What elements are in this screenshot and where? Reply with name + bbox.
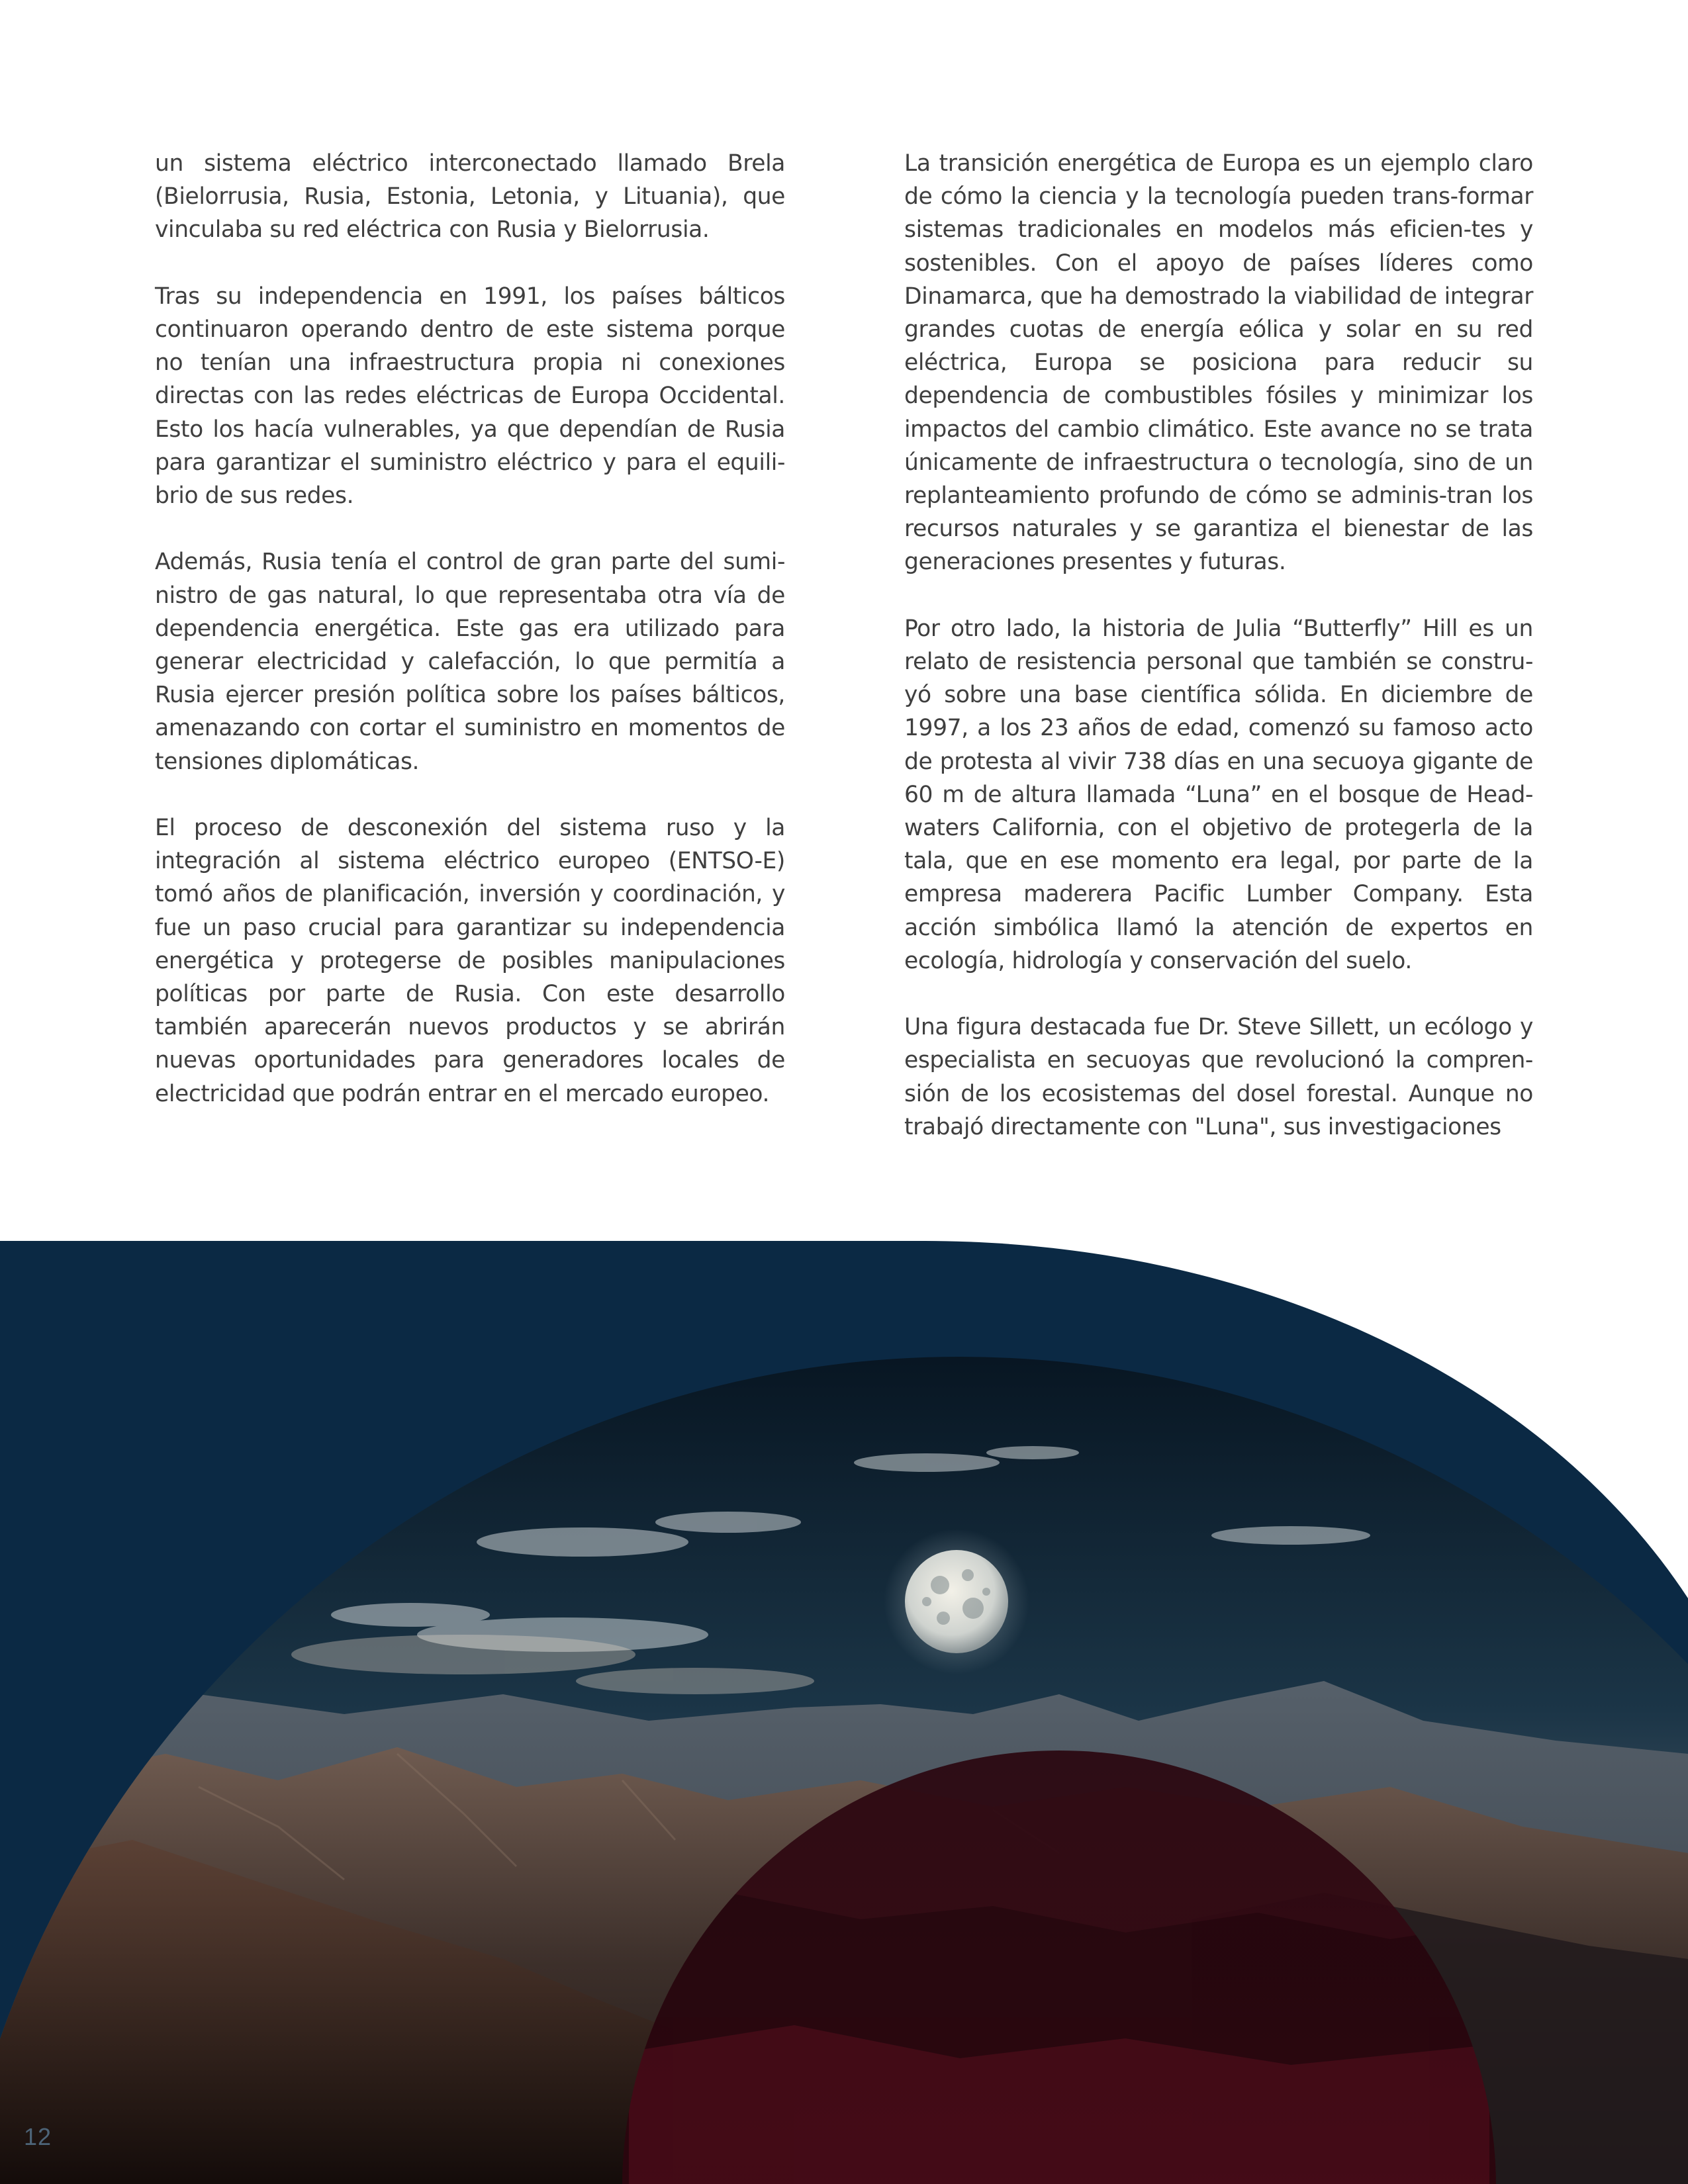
page-number: 12 xyxy=(24,2123,52,2150)
moon-icon xyxy=(905,1550,1008,1653)
paragraph: un sistema eléctrico interconectado llamado Brela (Bielorrusia, Rusia, Estonia, Letonia, y Lituania), que vinculaba su red eléctrica con Rusia y Bielorrusia. xyxy=(155,150,785,244)
paragraph: La transición energética de Europa es un ejemplo claro de cómo la ciencia y la tecnología pueden trans-formar sistemas tradicionales en modelos más eficien-tes y sostenibles. Con el apoyo de países líderes como Dinamarca, que ha demostrado la viabilidad de integrar grandes cuotas de energía eólica y solar en su red eléctrica, Europa se posiciona para reducir su dependencia de combustibles fósiles y minimizar los impactos del cambio climático. Este avance no se trata únicamente de infraestructura o tecnología, sino de un replanteamiento profundo de cómo se adminis-tran los recursos naturales y se garantiza el bienestar de las generaciones presentes y futuras. xyxy=(904,150,1533,576)
paragraph: Tras su independencia en 1991, los países bálticos continuaron operando dentro de este sistema porque no tenían una infraestructura propia ni conexiones directas con las redes eléctricas de Europa Occidental. Esto los hacía vulnerables, ya que dependían de Rusia para garantizar el suministro eléctrico y para el equili-brio de sus redes. xyxy=(155,283,785,510)
paragraph: Una figura destacada fue Dr. Steve Sillett, un ecólogo y especialista en secuoyas que revolucionó la compren-sión de los ecosistemas del dosel forestal. Aunque no trabajó directamente con "Luna", sus investigaciones xyxy=(904,1014,1533,1140)
paragraph: El proceso de desconexión del sistema ruso y la integración al sistema eléctrico europeo (ENTSO-E) tomó años de planificación, inversión y coordinación, y fue un paso crucial para garantizar su independencia energética y protegerse de posibles manipulaciones políticas por parte de Rusia. Con este desarrollo también aparecerán nuevos productos y se abrirán nuevas oportunidades para generadores locales de electricidad que podrán entrar en el mercado europeo. xyxy=(155,815,785,1107)
paragraph: Además, Rusia tenía el control de gran parte del sumi-nistro de gas natural, lo que representaba otra vía de dependencia energética. Este gas era utilizado para generar electricidad y calefacción, lo que permitía a Rusia ejercer presión política sobre los países bálticos, amenazando con cortar el suministro en momentos de tensiones diplomáticas. xyxy=(155,549,785,775)
paragraph: Por otro lado, la historia de Julia “Butterfly” Hill es un relato de resistencia personal que también se constru-yó sobre una base científica sólida. En diciembre de 1997, a los 23 años de edad, comenzó su famoso acto de protesta al vivir 738 días en una secuoya gigante de 60 m de altura llamada “Luna” en el bosque de Head-waters California, con el objetivo de protegerla de la tala, que en ese momento era legal, por parte de la empresa maderera Pacific Lumber Company. Esta acción simbólica llamó la atención de expertos en ecología, hidrología y conservación del suelo. xyxy=(904,615,1533,974)
article-column-left xyxy=(155,147,785,1111)
article-column-right xyxy=(904,147,1533,1144)
